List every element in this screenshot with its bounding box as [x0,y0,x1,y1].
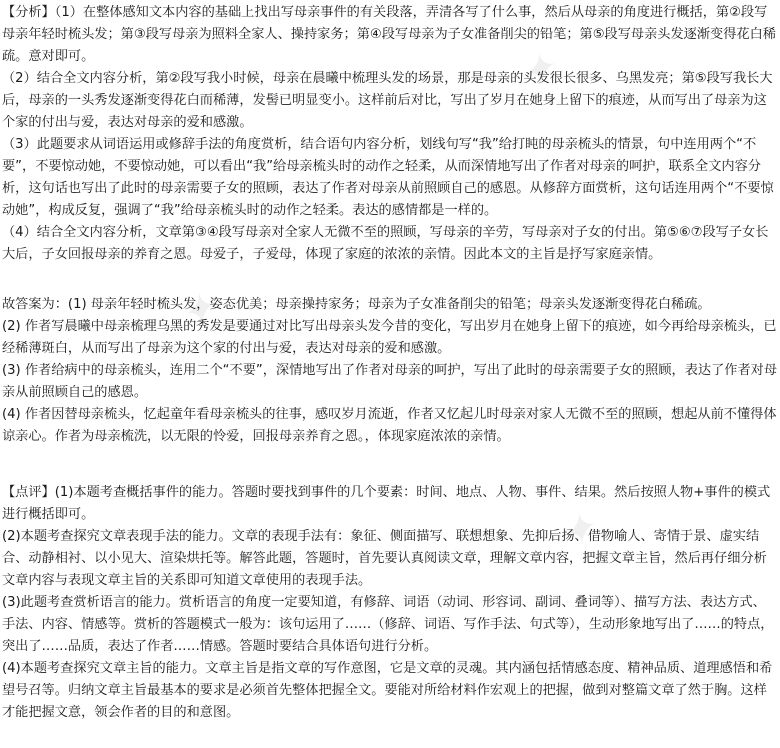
analysis-paragraph-1: 【分析】（1）在整体感知文本内容的基础上找出写母亲事件的有关段落，弄清各写了什么事，然后从母亲的角度进行概括，第②段写母亲年轻时梳头发；第③段写母亲为照料全家人、操持家务；第④段写母亲为子女准备削尖的铅笔；第⑤段写母亲头发逐渐变得花白稀疏。意对即可。 [2,5,776,64]
analysis-paragraph-4: （4）结合全文内容分析，文章第③④段写母亲对全家人无微不至的照顾，写母亲的辛劳，写母亲对子女的付出。第⑤⑥⑦段写子女长大后，子女回报母亲的养育之恩。母爱子，子爱母，体现了家庭的浓浓的亲情。因此本文的主旨是抒写家庭亲情。 [2,225,769,262]
answer-4: (4) 作者因替母亲梳头，忆起童年看母亲梳头的往事，感叹岁月流逝，作者又忆起儿时母亲对家人无微不至的照顾，想起从前不懂得体谅亲心。作者为母亲梳洗，以无限的怜爱，回报母亲养育之恩。，体现家庭浓浓的亲情。 [2,407,777,444]
answers-section [2,282,778,448]
watermark: ✦ [172,282,223,339]
comment-4: (4)本题考查探究文章主旨的能力。文章主旨是指文章的写作意图，它是文章的灵魂。其内涵包括情感态度、精神品质、道理感悟和希望号召等。归纳文章主旨最基本的要求是必须首先整体把握全文。要能对所给材料作宏观上的把握，做到对整篇文章了然于胸。这样才能把握文意，领会作者的目的和意图。 [2,661,773,720]
answer-2: (2) 作者写晨曦中母亲梳理乌黑的秀发是要通过对比写出母亲头发今昔的变化，写出岁月在她身上留下的痕迹，如今再给母亲梳头，已经稀薄斑白，从而写出了母亲为这个家的付出与爱，表达对母亲的爱和感激。 [2,319,777,356]
analysis-section [2,2,778,266]
comment-1: 【点评】(1)本题考查概括事件的能力。答题时要找到事件的几个要素：时间、地点、人物、事件、结果。然后按照人物+事件的模式进行概括即可。 [2,485,771,522]
comment-2: (2)本题考查探究文章表现手法的能力。文章的表现手法有：象征、侧面描写、联想想象、先抑后扬、借物喻人、寄情于景、虚实结合、动静相衬、以小见大、渲染烘托等。解答此题，答题时，首先要认真阅读文章，理解文章内容，把握文章主旨，然后再仔细分析文章内容与表现文章主旨的关系即可知道文章使用的表现手法。 [2,529,767,588]
analysis-paragraph-2: （2）结合全文内容分析，第②段写我小时候，母亲在晨曦中梳理头发的场景，那是母亲的头发很长很多、乌黑发亮；第⑤段写我长大后，母亲的一头秀发逐渐变得花白而稀薄，发髻已明显变小。这样前后对比，写出了岁月在她身上留下的痕迹，从而写出了母亲为这个家的付出与爱，表达对母亲的爱和感激。 [2,71,773,130]
answer-3: (3) 作者给病中的母亲梳头，连用二个“不要”，深情地写出了作者对母亲的呵护，写出了此时的母亲需要子女的照顾，表达了作者对母亲从前照顾自己的感恩。 [2,363,778,400]
watermark: ✦ [552,502,603,559]
answer-1: 故答案为：(1) 母亲年轻时梳头发，姿态优美；母亲操持家务；母亲为子女准备削尖的铅笔；母亲头发逐渐变得花白稀疏。 [2,297,711,312]
comments-section [2,482,778,724]
watermark: ✦ [512,42,563,99]
analysis-paragraph-3: （3）此题要求从词语运用或修辞手法的角度赏析，结合语句内容分析，划线句写“我”给打盹的母亲梳头的情景，句中连用两个“不要”，不要惊动她，不要惊动她，可以看出“我”给母亲梳头时的动作之轻柔，从而深情地写出了作者对母亲的呵护，联系全文内容分析，这句话也写出了此时的母亲需要子女的照顾，表达了作者对母亲从前照顾自己的感恩。从修辞方面赏析，这句话连用两个“不要惊动她”，构成反复，强调了“我”给母亲梳头时的动作之轻柔。表达的感情都是一样的。 [2,137,774,218]
comment-3: (3)此题考查赏析语言的能力。赏析语言的角度一定要知道，有修辞、词语（动词、形容词、副词、叠词等）、描写方法、表达方式、手法、内容、情感等。赏析的答题模式一般为：该句运用了……（修辞、词语、写作手法、句式等），生动形象地写出了……的特点，突出了……品质，表达了作者……情感。答题时要结合具体语句进行分析。 [2,595,774,654]
